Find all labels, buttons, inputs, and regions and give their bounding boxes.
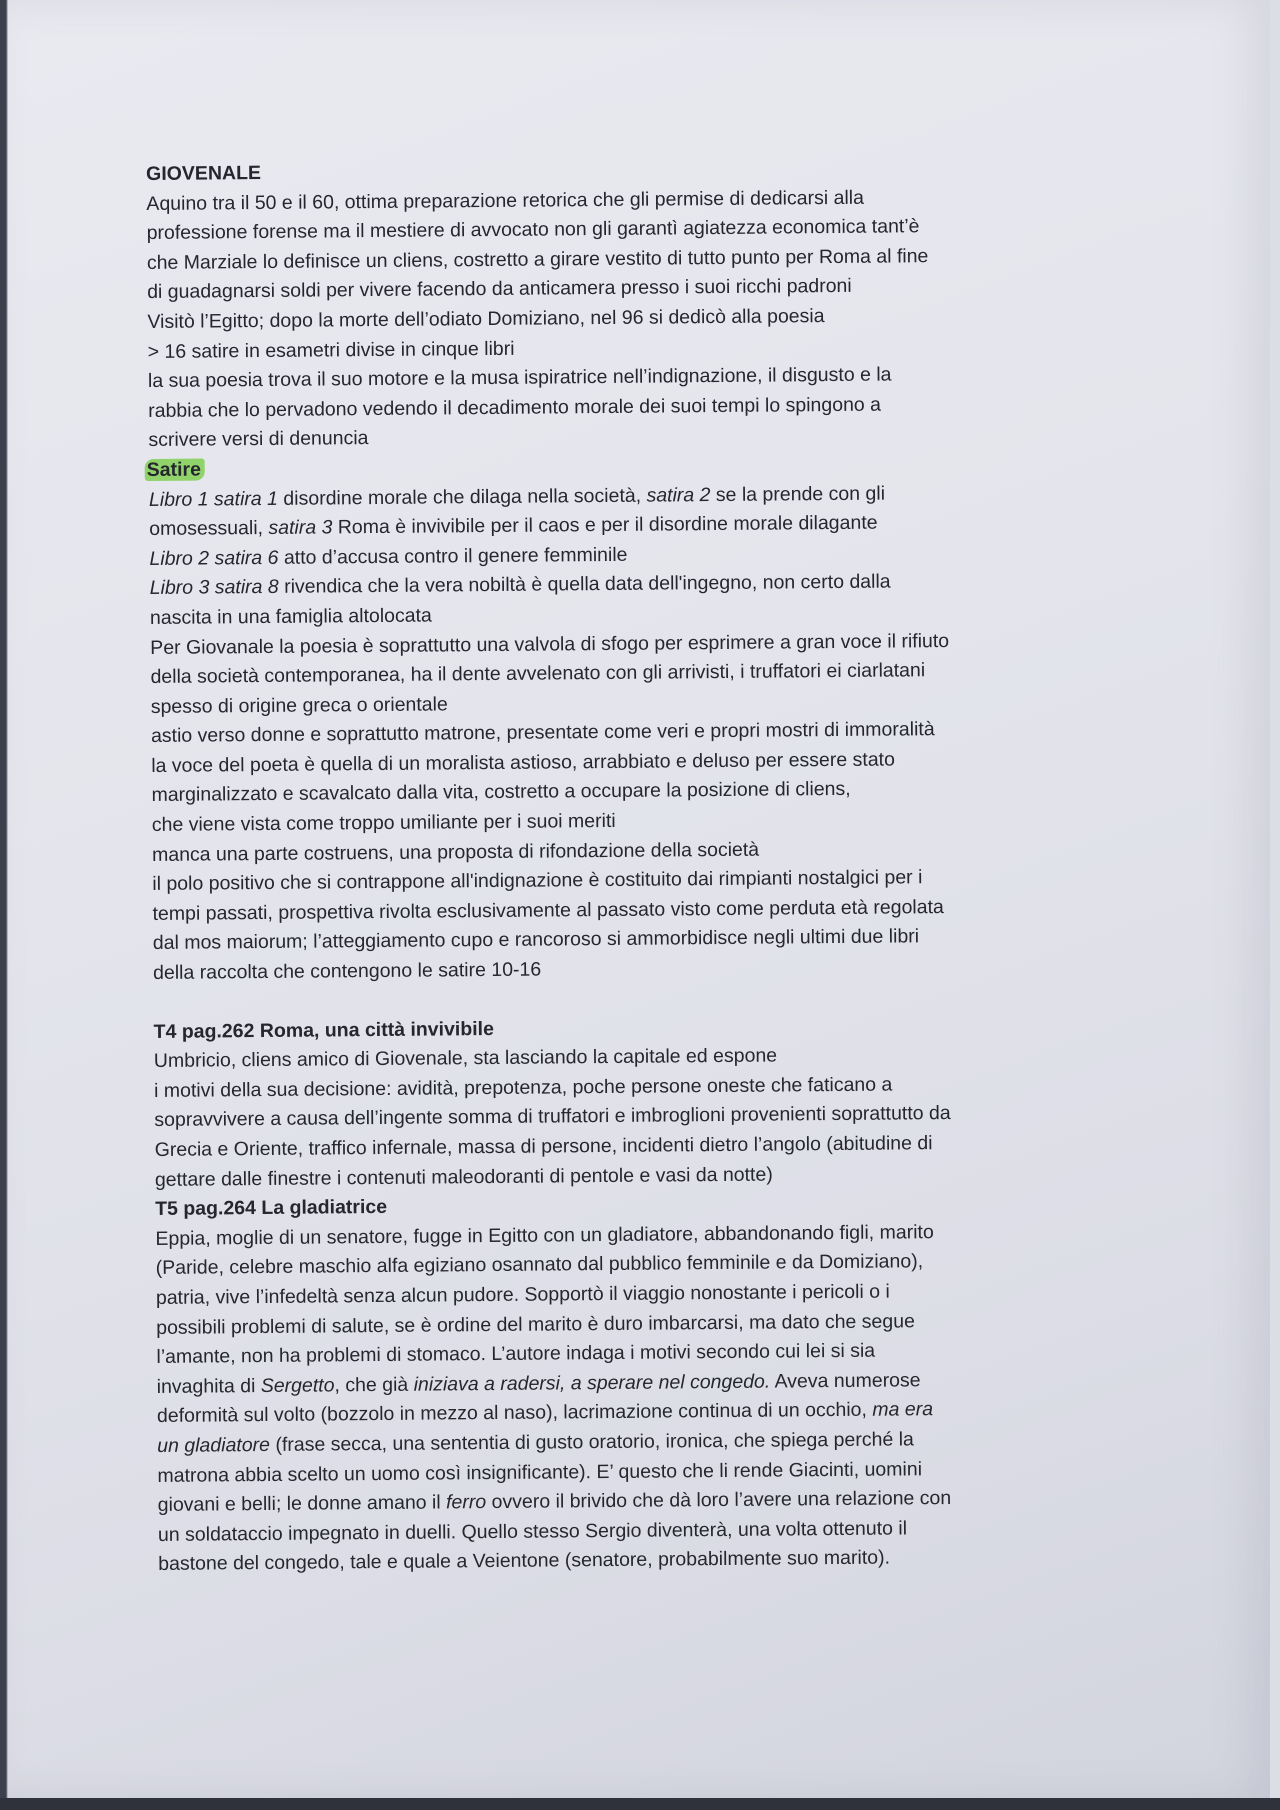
t5-text: giovani e belli; le donne amano il <box>157 1491 447 1517</box>
t5-line: possibili problemi di salute, se è ordine del marito è duro imbarcarsi, ma dato che segue <box>156 1309 915 1339</box>
analysis-line: marginalizzato e scavalcato dalla vita, costretto a occupare la posizione di cliens, <box>151 778 851 807</box>
t5-italic: ferro <box>445 1491 487 1514</box>
satire-ref: Libro 3 satira 8 <box>149 576 279 600</box>
analysis-line: la voce del poeta è quella di un moralista astioso, arrabbiato e deluso per essere stato <box>151 748 895 777</box>
t5-text: Aveva numerose <box>770 1369 921 1393</box>
bottom-edge <box>0 1798 1280 1810</box>
satire-text: disordine morale che dilaga nella società, <box>277 484 647 510</box>
t5-line: un soldataccio impegnato in duelli. Quello stesso Sergio diventerà, una volta ottenuto il <box>157 1517 908 1546</box>
t5-heading: T5 pag.264 La gladiatrice <box>155 1196 388 1221</box>
satire-text: atto d’accusa contro il genere femminile <box>278 543 628 569</box>
satire-text: rivendica che la vera nobiltà è quella data dell'ingegno, non certo dalla <box>278 570 891 599</box>
satire-heading: Satire <box>145 458 205 481</box>
t5-text: ovvero il brivido che dà loro l’avere una relazione con <box>486 1487 952 1514</box>
intro-line: professione forense ma il mestiere di avvocato non gli garantì agiatezza economica tant’è <box>146 215 920 245</box>
analysis-line: dal mos maiorum; l’atteggiamento cupo e rancoroso si ammorbidisce negli ultimi due libri <box>152 925 920 955</box>
t5-line: bastone del congedo, tale e quale a Veientone (senatore, probabilmente suo marito). <box>158 1546 891 1576</box>
t5-text: invaghita di <box>156 1374 261 1398</box>
satire-text: se la prende con gli <box>710 482 886 506</box>
analysis-line: spesso di origine greca o orientale <box>150 693 448 718</box>
analysis-line: Per Giovanale la poesia è soprattutto una valvola di sfogo per esprimere a gran voce il rifiuto <box>150 629 950 659</box>
satire-section <box>149 477 1110 633</box>
t5-line: patria, vive l’infedeltà senza alcun pudore. Sopportò il viaggio nonostante i pericoli o i <box>155 1280 890 1309</box>
intro-line: Visitò l’Egitto; dopo la morte dell’odiato Domiziano, nel 96 si dedicò alla poesia <box>147 305 825 333</box>
t5-text: , che già <box>334 1373 414 1397</box>
intro-line: Aquino tra il 50 e il 60, ottima preparazione retorica che gli permise di dedicarsi alla <box>146 186 864 215</box>
document-body <box>146 152 1118 1580</box>
analysis-line: il polo positivo che si contrappone all'indignazione è costituito dai rimpianti nostalgici per i <box>152 866 923 896</box>
intro-line: la sua poesia trova il suo motore e la musa ispiratrice nell’indignazione, il disgusto e la <box>147 363 892 393</box>
t5-italic: Sergetto <box>260 1374 335 1397</box>
t4-line: i motivi della sua decisione: avidità, prepotenza, poche persone oneste che faticano a <box>154 1073 893 1102</box>
intro-line: che Marziale lo definisce un cliens, costretto a girare vestito di tutto punto per Roma al fine <box>146 244 929 274</box>
t5-italic: un gladiatore <box>157 1433 271 1457</box>
analysis-line: tempi passati, prospettiva rivolta esclusivamente al passato visto come perduta età regolata <box>152 895 944 925</box>
t5-text: deformità sul volto (bozzolo in mezzo al naso), lacrimazione continua di un occhio, <box>156 1399 873 1428</box>
t5-line: matrona abbia scelto un uomo così insignificante). E’ questo che li rende Giacinti, uomini <box>157 1457 923 1487</box>
analysis-section <box>150 625 1113 988</box>
t4-line: Grecia e Oriente, traffico infernale, massa di persone, incidenti dietro l’angolo (abitudine di <box>154 1132 933 1161</box>
satire-text: omosessuali, <box>149 517 269 541</box>
t4-heading: T4 pag.262 Roma, una città invivibile <box>153 1017 494 1043</box>
analysis-line: della società contemporanea, ha il dente avvelenato con gli arrivisti, i truffatori ei ciarlatani <box>150 659 926 689</box>
t5-section <box>155 1187 1118 1580</box>
document-title: GIOVENALE <box>146 161 262 185</box>
t4-line: Umbricio, cliens amico di Giovenale, sta lasciando la capitale ed espone <box>153 1044 778 1073</box>
analysis-line: che viene vista come troppo umiliante per i suoi meriti <box>151 809 616 837</box>
analysis-line: della raccolta che contengono le satire 10-16 <box>152 958 542 984</box>
t5-line: Eppia, moglie di un senatore, fugge in Egitto con un gladiatore, abbandonando figli, marito <box>155 1220 934 1250</box>
intro-line: > 16 satire in esametri divise in cinque libri <box>147 337 515 363</box>
satire-line: nascita in una famiglia altolocata <box>149 604 432 629</box>
t4-line: gettare dalle finestre i contenuti maleodoranti di pentole e vasi da notte) <box>154 1163 773 1191</box>
t5-line: (Paride, celebre maschio alfa egiziano osannato dal pubblico femminile e da Domiziano), <box>155 1250 924 1280</box>
analysis-line: manca una parte costruens, una proposta di rifondazione della società <box>151 838 760 866</box>
intro-line: di guadagnarsi soldi per vivere facendo da anticamera presso i suoi ricchi padroni <box>147 275 852 304</box>
intro-section <box>146 181 1108 456</box>
t5-italic: iniziava a radersi, a sperare nel congedo. <box>413 1370 771 1396</box>
satire-ref: Libro 2 satira 6 <box>149 546 279 570</box>
analysis-line: astio verso donne e soprattutto matrone, presentate come veri e propri mostri di immoralità <box>150 718 935 748</box>
satire-ref: Libro 1 satira 1 <box>148 487 279 511</box>
satire-ref: satira 3 <box>268 516 333 540</box>
intro-line: scrivere versi di denuncia <box>148 427 369 452</box>
t4-section <box>153 1009 1115 1195</box>
t5-text: (frase secca, una sententia di gusto oratorio, ironica, che spiega perché la <box>269 1428 914 1456</box>
t5-italic: ma era <box>872 1398 934 1422</box>
satire-text: Roma è invivibile per il caos e per il disordine morale dilagante <box>332 511 878 539</box>
t4-line: sopravvivere a causa dell’ingente somma di truffatori e imbroglioni provenienti soprattutto da <box>154 1102 951 1132</box>
intro-line: rabbia che lo pervadono vedendo il decadimento morale dei suoi tempi lo spingono a <box>148 393 882 422</box>
satire-ref: satira 2 <box>646 483 711 507</box>
t5-line: l’amante, non ha problemi di stomaco. L’autore indaga i motivi secondo cui lei si sia <box>156 1339 876 1369</box>
